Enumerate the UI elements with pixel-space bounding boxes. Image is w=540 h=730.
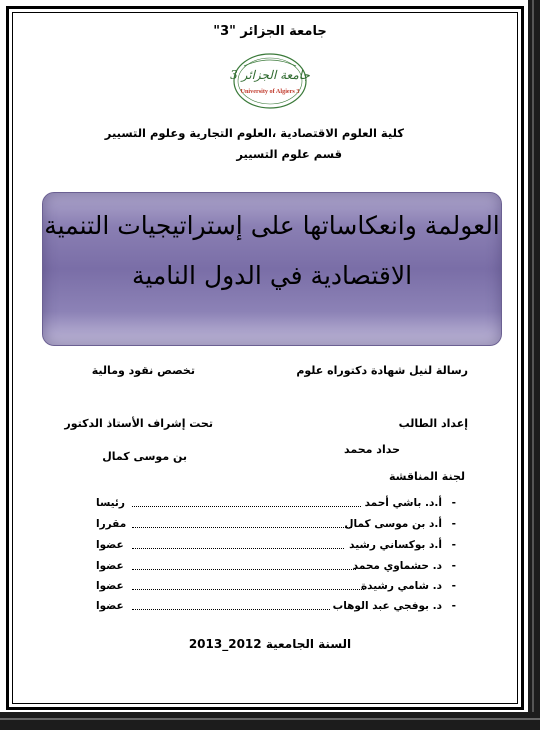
committee-label: لجنة المناقشة [388,470,465,483]
member-name: أ.د بوكساني رشيد [349,539,442,551]
logo-english-text [241,88,300,95]
degree-statement: رسالة لنيل شهادة دكتوراه علوم [296,364,468,377]
dotted-leader [132,548,344,549]
faculty-name: كلية العلوم الاقتصادية ،العلوم التجارية وعلوم التسيير [104,126,404,140]
department-name: قسم علوم التسيير [236,147,342,161]
committee-member [96,600,456,614]
student-name: حداد محمد [344,443,400,456]
supervisor-name: بن موسى كمال [102,450,187,463]
dotted-leader [132,609,330,610]
member-bullet: - [451,497,456,509]
scan-edge-right [528,0,540,730]
academic-year: السنة الجامعية 2012_2013 [188,637,352,651]
member-role: عضوا [96,580,124,592]
svg-text:جامعة الجزائر 3: جامعة الجزائر 3 [230,68,310,82]
member-name: د. شامي رشيدة [360,580,442,592]
member-name: د. حشماوي محمد [352,560,442,572]
university-name: جامعة الجزائر "3" [213,24,327,39]
member-role: عضوا [96,600,124,612]
member-role: مقررا [96,518,127,530]
committee-member [96,580,456,594]
specialty: تخصص نقود ومالية [91,364,195,377]
dotted-leader [132,506,361,507]
prepared-by-label: إعداد الطالب [398,417,468,430]
dotted-leader [132,589,364,590]
member-role: عضوا [96,539,124,551]
member-bullet: - [451,600,456,612]
member-name: د. بوفجي عبد الوهاب [332,600,442,612]
committee-member [96,539,456,553]
member-name: أ.د. باشي أحمد [364,497,442,509]
committee-member [96,497,456,511]
title-banner [42,192,502,346]
svg-text:University of Algiers 3: University of Algiers 3 [240,88,300,95]
member-bullet: - [451,560,456,572]
dotted-leader [132,527,352,528]
supervisor-label: تحت إشراف الأستاذ الدكتور [64,417,213,430]
member-role: عضوا [96,560,124,572]
logo-arabic-text [230,68,310,82]
dotted-leader [132,569,356,570]
thesis-title-line2: الاقتصادية في الدول النامية [131,261,413,290]
committee-member [96,560,456,574]
university-logo [232,52,308,110]
member-bullet: - [451,580,456,592]
member-bullet: - [451,539,456,551]
member-bullet: - [451,518,456,530]
member-role: رئيسا [96,497,125,509]
committee-member [96,518,456,532]
member-name: أ.د بن موسى كمال [344,518,442,530]
scan-edge-bottom [0,712,540,730]
thesis-title-line1: العولمة وانعكاساتها على إستراتيجيات التنمية [44,211,500,240]
